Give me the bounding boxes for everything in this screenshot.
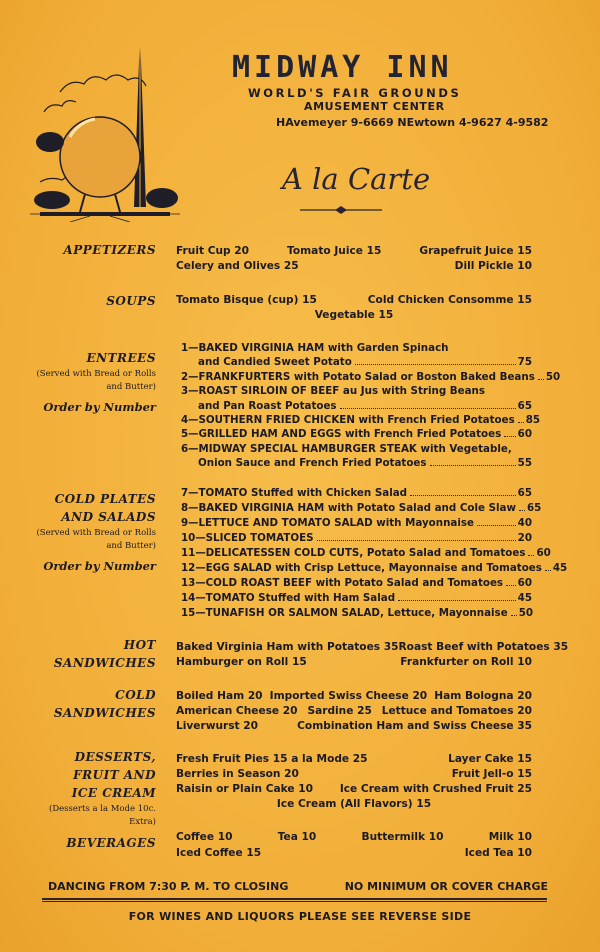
item-text: 10—SLICED TOMATOES: [181, 532, 314, 544]
menu-item: Liverwurst 20: [176, 720, 259, 732]
restaurant-title: MIDWAY INN: [232, 50, 453, 85]
menu-item: Fruit Jell-o 15: [451, 768, 532, 780]
phone-numbers: HAvemeyer 9-6669 NEwtown 4-9627 4-9582: [276, 116, 549, 129]
leader-dots: [355, 364, 516, 365]
numbered-menu-item: [181, 547, 551, 561]
item-text: 12—EGG SALAD with Crisp Lettuce, Mayonnaise and Tomatoes: [181, 562, 542, 574]
item-text: 2—FRANKFURTERS with Potato Salad or Boston Baked Beans: [181, 370, 535, 383]
section-heading: DESSERTS,: [74, 750, 156, 764]
desserts-row: [176, 782, 532, 796]
leader-dots: [340, 408, 516, 409]
numbered-menu-item: [181, 577, 532, 591]
menu-item: Cold Chicken Consomme 15: [367, 294, 532, 306]
leader-dots: [545, 570, 551, 571]
item-price: 55: [517, 457, 532, 470]
dancing-note: DANCING FROM 7:30 P. M. TO CLOSING: [48, 880, 289, 893]
leader-dots: [317, 540, 516, 541]
numbered-menu-item: [181, 592, 532, 606]
menu-item: Ice Cream with Crushed Fruit 25: [339, 783, 532, 795]
item-price: 50: [545, 370, 561, 383]
item-price: 60: [536, 547, 551, 559]
numbered-menu-item: [198, 457, 532, 471]
menu-item: Fruit Cup 20: [176, 245, 250, 257]
item-price: 45: [517, 592, 532, 604]
section-entrees: [20, 349, 156, 414]
numbered-menu-item: [181, 532, 532, 546]
section-heading: HOT: [123, 638, 156, 652]
menu-item: Baked Virginia Ham with Potatoes 35: [176, 641, 399, 653]
cold-sandwiches-row: [176, 719, 532, 733]
item-text: 5—GRILLED HAM AND EGGS with French Fried Potatoes: [181, 428, 502, 441]
item-text: and Pan Roast Potatoes: [198, 399, 337, 412]
section-note: (Served with Bread or Rolls and Butter): [36, 369, 156, 392]
item-text: Onion Sauce and French Fried Potatoes: [198, 457, 427, 470]
menu-item: Fresh Fruit Pies 15 a la Mode 25: [176, 753, 368, 765]
item-text: 1—BAKED VIRGINIA HAM with Garden Spinach: [181, 342, 449, 354]
menu-item: Lettuce and Tomatoes 20: [381, 705, 532, 717]
beverages-row: [176, 846, 532, 860]
section-beverages: [20, 834, 156, 852]
section-cold-plates: [20, 490, 156, 573]
item-text: 13—COLD ROAST BEEF with Potato Salad and Tomatoes: [181, 577, 504, 589]
item-text: 9—LETTUCE AND TOMATO SALAD with Mayonnaise: [181, 517, 474, 529]
item-text: and Candied Sweet Potato: [198, 356, 352, 369]
item-text: 4—SOUTHERN FRIED CHICKEN with French Fried Potatoes: [181, 414, 515, 426]
divider: [42, 901, 547, 902]
hot-sandwiches-row: [176, 655, 532, 669]
leader-dots: [511, 615, 517, 616]
menu-item: Grapefruit Juice 15: [419, 245, 532, 257]
menu-item: Berries in Season 20: [176, 768, 299, 780]
section-desserts: [20, 748, 156, 829]
menu-item: Combination Ham and Swiss Cheese 35: [297, 720, 532, 732]
menu-item: Hamburger on Roll 15: [176, 656, 307, 668]
desserts-row: [176, 767, 532, 781]
item-price: 50: [518, 607, 534, 619]
numbered-menu-item: [181, 517, 532, 531]
desserts-row: [176, 752, 532, 766]
item-price: 75: [517, 356, 532, 369]
menu-item: Vegetable 15: [314, 309, 394, 321]
section-heading: SANDWICHES: [53, 656, 156, 670]
numbered-menu-item: [198, 400, 532, 414]
menu-item: Tea 10: [277, 831, 317, 843]
section-heading: COLD PLATES: [54, 492, 156, 506]
hot-sandwiches-row: [176, 640, 569, 654]
no-minimum-note: NO MINIMUM OR COVER CHARGE: [344, 880, 548, 893]
numbered-menu-item: [181, 428, 532, 442]
item-price: 65: [526, 502, 542, 514]
item-text: 15—TUNAFISH OR SALMON SALAD, Lettuce, Mayonnaise: [181, 607, 508, 619]
menu-item: Coffee 10: [176, 831, 233, 843]
menu-item: Celery and Olives 25: [176, 260, 299, 272]
section-heading: APPETIZERS: [63, 243, 156, 257]
leader-dots: [519, 510, 525, 511]
section-note: (Served with Bread or Rolls and Butter): [36, 528, 156, 551]
numbered-menu-item: [181, 385, 532, 399]
leader-dots: [430, 465, 516, 466]
leader-dots: [528, 555, 534, 556]
item-text: 11—DELICATESSEN COLD CUTS, Potato Salad and Tomatoes: [181, 547, 526, 559]
numbered-menu-item: [181, 502, 542, 516]
trylon-perisphere-icon: [30, 22, 180, 222]
menu-item: Ice Cream (All Flavors) 15: [276, 798, 432, 810]
leader-dots: [477, 525, 516, 526]
cold-sandwiches-row: [176, 704, 532, 718]
divider: [42, 898, 547, 900]
order-by-number: Order by Number: [43, 559, 156, 573]
menu-item: Frankfurter on Roll 10: [400, 656, 532, 668]
item-text: 14—TOMATO Stuffed with Ham Salad: [181, 592, 396, 604]
leader-dots: [518, 422, 524, 423]
menu-item: American Cheese 20: [176, 705, 298, 717]
desserts-row: [176, 797, 532, 811]
numbered-menu-item: [181, 607, 532, 621]
menu-item: Iced Tea 10: [464, 847, 532, 859]
item-price: 40: [517, 517, 532, 529]
menu-item: Raisin or Plain Cake 10: [176, 783, 313, 795]
section-heading: SANDWICHES: [53, 706, 156, 720]
item-price: 65: [517, 399, 532, 412]
menu-item: Milk 10: [488, 831, 532, 843]
item-text: 7—TOMATO Stuffed with Chicken Salad: [181, 487, 408, 499]
section-heading: ENTREES: [86, 351, 156, 365]
item-text: 8—BAKED VIRGINIA HAM with Potato Salad and Cole Slaw: [181, 502, 516, 514]
item-price: 60: [517, 428, 532, 441]
menu-item: Buttermilk 10: [361, 831, 444, 843]
menu-item: Boiled Ham 20: [176, 690, 263, 702]
leader-dots: [398, 600, 516, 601]
item-price: 20: [517, 532, 532, 544]
leader-dots: [538, 379, 544, 380]
order-by-number: Order by Number: [43, 400, 156, 414]
numbered-menu-item: [181, 370, 561, 385]
item-price: 85: [525, 414, 541, 426]
numbered-menu-item: [181, 414, 541, 428]
footer-line: [48, 880, 548, 893]
item-text: 6—MIDWAY SPECIAL HAMBURGER STEAK with Vegetable,: [181, 442, 512, 455]
appetizers-row: [176, 259, 532, 273]
section-heading: SOUPS: [106, 294, 156, 308]
section-note: (Desserts a la Mode 10c. Extra): [49, 804, 156, 827]
numbered-menu-item: [181, 562, 568, 576]
section-heading: AND SALADS: [61, 510, 156, 524]
menu-item: Dill Pickle 10: [454, 260, 532, 272]
menu-item: Imported Swiss Cheese 20: [269, 690, 428, 702]
numbered-menu-item: [198, 356, 532, 370]
leader-dots: [506, 585, 516, 586]
menu-item: Iced Coffee 15: [176, 847, 262, 859]
section-heading: FRUIT AND: [73, 768, 156, 782]
section-hot-sandwiches: [20, 636, 156, 672]
leader-dots: [410, 495, 516, 496]
section-heading: ICE CREAM: [71, 786, 156, 800]
subtitle-amusement: AMUSEMENT CENTER: [304, 100, 445, 113]
appetizers-row: [176, 244, 532, 258]
subtitle: WORLD'S FAIR GROUNDS: [248, 86, 462, 100]
item-price: 60: [517, 577, 532, 589]
section-cold-sandwiches: [20, 686, 156, 722]
item-price: 45: [552, 562, 568, 574]
section-heading: COLD: [115, 688, 156, 702]
menu-item: Tomato Juice 15: [287, 245, 382, 257]
soups-row: [176, 293, 532, 307]
item-price: 65: [517, 487, 532, 499]
menu-item: Ham Bologna 20: [434, 690, 532, 702]
leader-dots: [504, 436, 515, 437]
section-soups: [20, 292, 156, 310]
numbered-menu-item: [181, 487, 532, 501]
section-appetizers: [20, 241, 156, 259]
numbered-menu-item: [181, 342, 532, 356]
soups-row: [176, 308, 532, 322]
section-heading: BEVERAGES: [66, 836, 156, 850]
menu-item: Sardine 25: [307, 705, 372, 717]
cold-sandwiches-row: [176, 689, 532, 703]
wines-note: FOR WINES AND LIQUORS PLEASE SEE REVERSE SIDE: [128, 910, 472, 923]
menu-item: Layer Cake 15: [448, 753, 532, 765]
menu-item: Roast Beef with Potatoes 35: [398, 641, 569, 653]
item-text: 3—ROAST SIRLOIN OF BEEF au Jus with String Beans: [181, 385, 486, 398]
menu-item: Tomato Bisque (cup) 15: [176, 294, 317, 306]
beverages-row: [176, 830, 532, 844]
a-la-carte-heading: A la Carte: [282, 162, 431, 196]
flourish-divider: [300, 203, 382, 217]
numbered-menu-item: [181, 443, 532, 457]
